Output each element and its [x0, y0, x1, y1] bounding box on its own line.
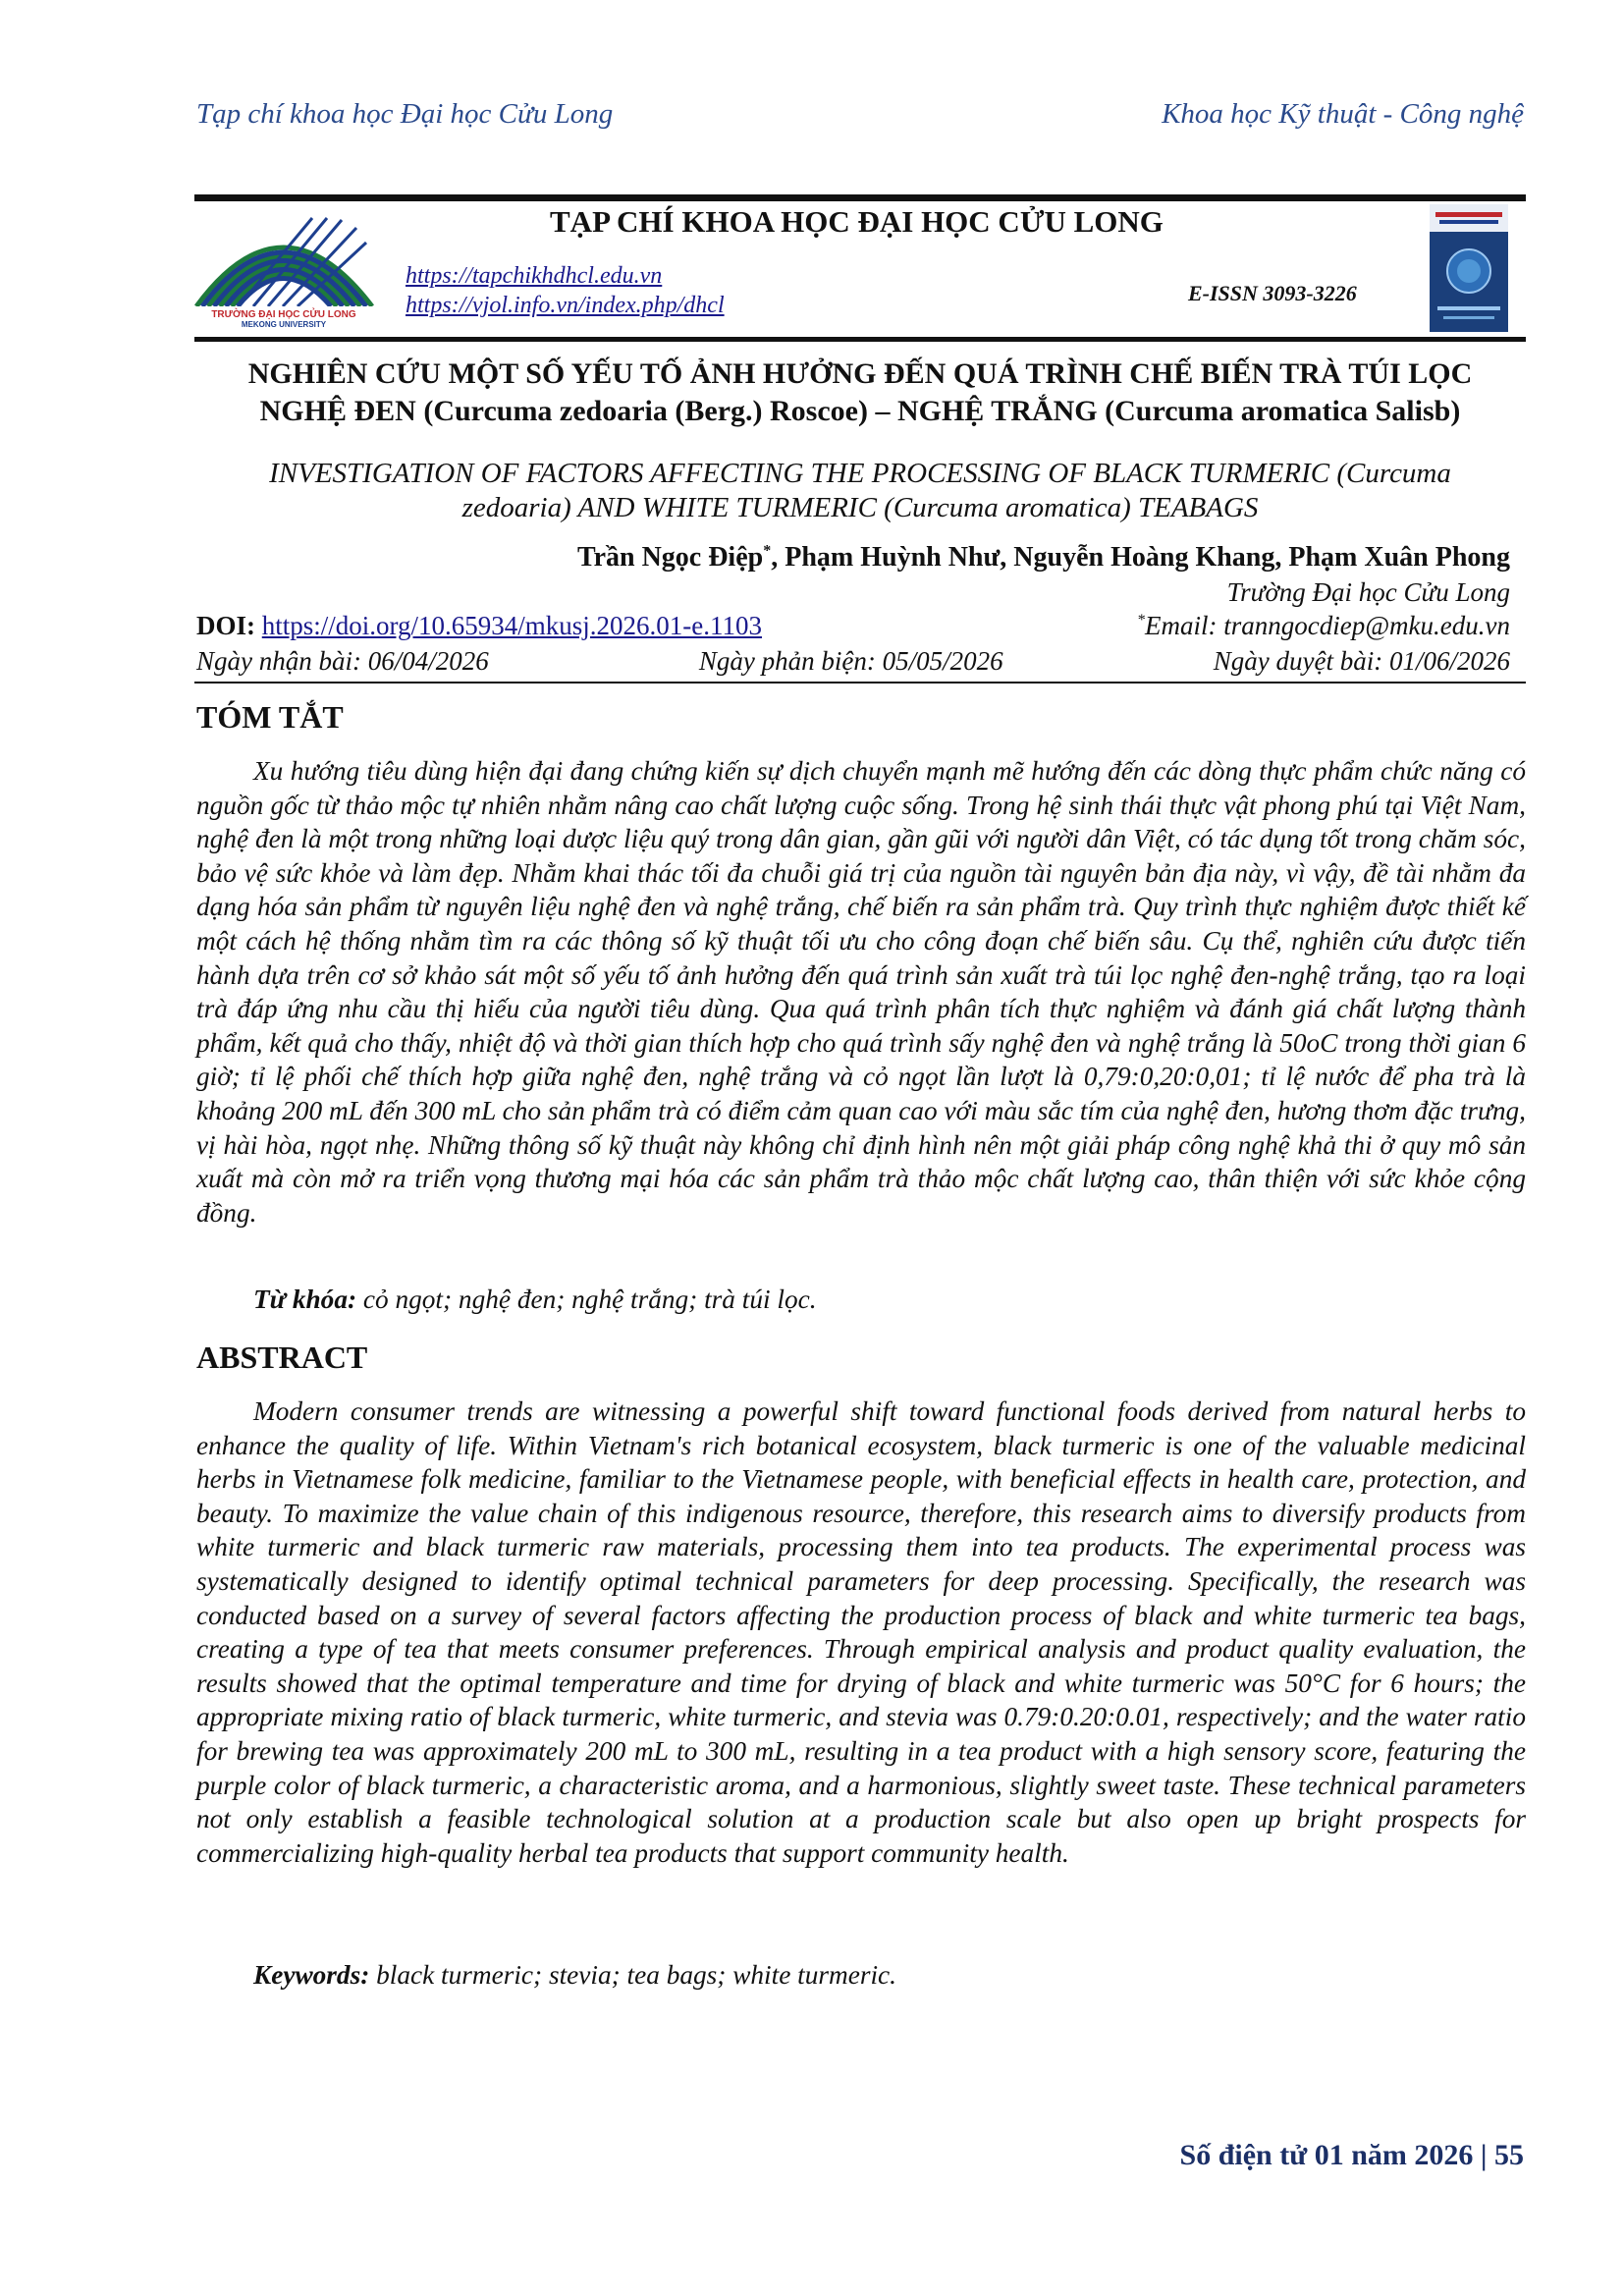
abstract-vi-text: Xu hướng tiêu dùng hiện đại đang chứng kiến sự dịch chuyển mạnh mẽ hướng đến các dòng thực phẩm chức năng có nguồn gốc từ thảo mộc tự nhiên nhằm nâng cao chất lượng cuộc sống. Trong hệ sinh thái thực vật phong phú tại Việt Nam, nghệ đen là một trong những loại dược liệu quý trong dân gian, gần gũi với người dân Việt, có tác dụng tốt trong chăm sóc, bảo vệ sức khỏe và làm đẹp. Nhằm khai thác tối đa chuỗi giá trị của nguồn tài nguyên bản địa này, vì vậy, đề tài nhằm đa dạng hóa sản phẩm từ nguyên liệu nghệ đen và nghệ trắng, chế biến ra sản phẩm trà. Quy trình thực nghiệm được thiết kế một cách hệ thống nhằm tìm ra các thông số kỹ thuật tối ưu cho công đoạn chế biến sâu. Cụ thể, nghiên cứu được tiến hành dựa trên cơ sở khảo sát một số yếu tố ảnh hưởng đến quá trình sản xuất trà túi lọc nghệ đen-nghệ trắng, tạo ra loại trà đáp ứng nhu cầu thị hiếu của người tiêu dùng. Qua quá trình phân tích thực nghiệm và đánh giá chất lượng thành phẩm, kết quả cho thấy, nhiệt độ và thời gian thích hợp cho quá trình sấy nghệ đen và nghệ trắng là 50oC trong thời gian 6 giờ; tỉ lệ phối chế thích hợp giữa nghệ đen, nghệ trắng và cỏ ngọt lần lượt là 0,79:0,20:0,01; tỉ lệ nước để pha trà là khoảng 200 mL đến 300 mL cho sản phẩm trà có điểm cảm quan cao với màu sắc tím của nghệ đen, hương thơm đặc trưng, vị hài hòa, ngọt nhẹ. Những thông số kỹ thuật này không chỉ định hình nên một giải pháp công nghệ khả thi ở quy mô sản xuất mà còn mở ra triển vọng thương mại hóa các sản phẩm trà thảo mộc chất lượng cao, thân thiện với sức khỏe cộng đồng.	[196, 756, 1526, 1228]
issn: E-ISSN 3093-3226	[1188, 281, 1357, 305]
email-text: Email: tranngocdiep@mku.edu.vn	[1144, 611, 1510, 640]
date-accepted: Ngày duyệt bài: 01/06/2026	[1213, 646, 1510, 676]
running-header-left: Tạp chí khoa học Đại học Cửu Long	[196, 98, 614, 130]
authors-rest: , Phạm Huỳnh Như, Nguyễn Hoàng Khang, Phạm Xuân Phong	[771, 542, 1510, 573]
title-english-line-1: INVESTIGATION OF FACTORS AFFECTING THE PROCESSING OF BLACK TURMERIC (Curcuma	[269, 458, 1451, 489]
abstract-vi-heading: TÓM TẮT	[196, 699, 344, 735]
corresponding-mark: *	[763, 542, 772, 560]
journal-title: TẠP CHÍ KHOA HỌC ĐẠI HỌC CỬU LONG	[550, 204, 1164, 239]
doi-label: DOI:	[196, 611, 255, 640]
keywords-en-list: black turmeric; stevia; tea bags; white turmeric.	[369, 1960, 896, 1990]
abstract-en-heading: ABSTRACT	[196, 1339, 368, 1375]
article-dates	[196, 646, 1510, 677]
title-vietnamese-line-1: NGHIÊN CỨU MỘT SỐ YẾU TỐ ẢNH HƯỞNG ĐẾN QUÁ TRÌNH CHẾ BIẾN TRÀ TÚI LỌC	[247, 357, 1473, 390]
masthead-top-rule	[194, 194, 1526, 201]
page-footer: Số điện tử 01 năm 2026 | 55	[1179, 2139, 1524, 2171]
logo-text-top: TRƯỜNG ĐẠI HỌC CỬU LONG	[211, 309, 356, 320]
masthead-bottom-rule	[194, 337, 1526, 342]
abstract-en-text: Modern consumer trends are witnessing a powerful shift toward functional foods derived from natural herbs to enhance the quality of life. Within Vietnam's rich botanical ecosystem, black turmeric is one of the valuable medicinal herbs in Vietnamese folk medicine, familiar to the Vietnamese people, with beneficial effects in health care, protection, and beauty. To maximize the value chain of this indigenous resource, therefore, this research aims to diversify products from white turmeric and black turmeric raw materials, processing them into tea products. The experimental process was systematically designed to identify optimal technical parameters for deep processing. Specifically, the research was conducted based on a survey of several factors affecting the production process of black and white turmeric tea bags, creating a type of tea that meets consumer preferences. Through empirical analysis and product quality evaluation, the results showed that the optimal temperature and time for drying of black and white turmeric was 50°C for 6 hours; the appropriate mixing ratio of black turmeric, white turmeric, and stevia was 0.79:0.20:0.01, respectively; and the water ratio for brewing tea was approximately 200 mL to 300 mL, resulting in a tea product with a high sensory score, featuring the purple color of black turmeric, a characteristic aroma, and a harmonious, slightly sweet taste. These technical parameters not only establish a feasible technological solution at a production scale but also open up bright prospects for commercializing high-quality herbal tea products that support community health.	[196, 1396, 1526, 1868]
title-english-line-2: zedoaria) AND WHITE TURMERIC (Curcuma aromatica) TEABAGS	[461, 492, 1259, 523]
date-received: Ngày nhận bài: 06/04/2026	[196, 646, 489, 676]
date-reviewed: Ngày phản biện: 05/05/2026	[698, 646, 1003, 676]
keywords-vi-label: Từ khóa:	[253, 1285, 357, 1314]
journal-url-1[interactable]: https://tapchikhdhcl.edu.vn	[406, 263, 663, 289]
keywords-en	[253, 1960, 896, 1991]
authors	[577, 542, 1510, 574]
email	[1137, 611, 1510, 641]
journal-cover-image	[1430, 204, 1508, 332]
keywords-en-label: Keywords:	[253, 1960, 370, 1990]
doi-link[interactable]: https://doi.org/10.65934/mkusj.2026.01-e.1103	[261, 611, 763, 640]
running-header-right: Khoa học Kỹ thuật - Công nghệ	[1162, 98, 1524, 130]
author-first: Trần Ngọc Điệp	[576, 542, 764, 573]
university-logo	[194, 208, 374, 329]
dates-rule	[194, 682, 1526, 683]
doi	[196, 611, 762, 641]
keywords-vi	[253, 1285, 817, 1315]
logo-text-bottom: MEKONG UNIVERSITY	[241, 320, 327, 329]
email-mark: *	[1136, 612, 1145, 629]
affiliation: Trường Đại học Cửu Long	[1226, 577, 1510, 607]
title-vietnamese-line-2: NGHỆ ĐEN (Curcuma zedoaria (Berg.) Roscoe) – NGHỆ TRẮNG (Curcuma aromatica Salisb)	[259, 395, 1461, 427]
keywords-vi-list: cỏ ngọt; nghệ đen; nghệ trắng; trà túi lọc.	[356, 1285, 817, 1314]
journal-url-2[interactable]: https://vjol.info.vn/index.php/dhcl	[406, 293, 725, 318]
